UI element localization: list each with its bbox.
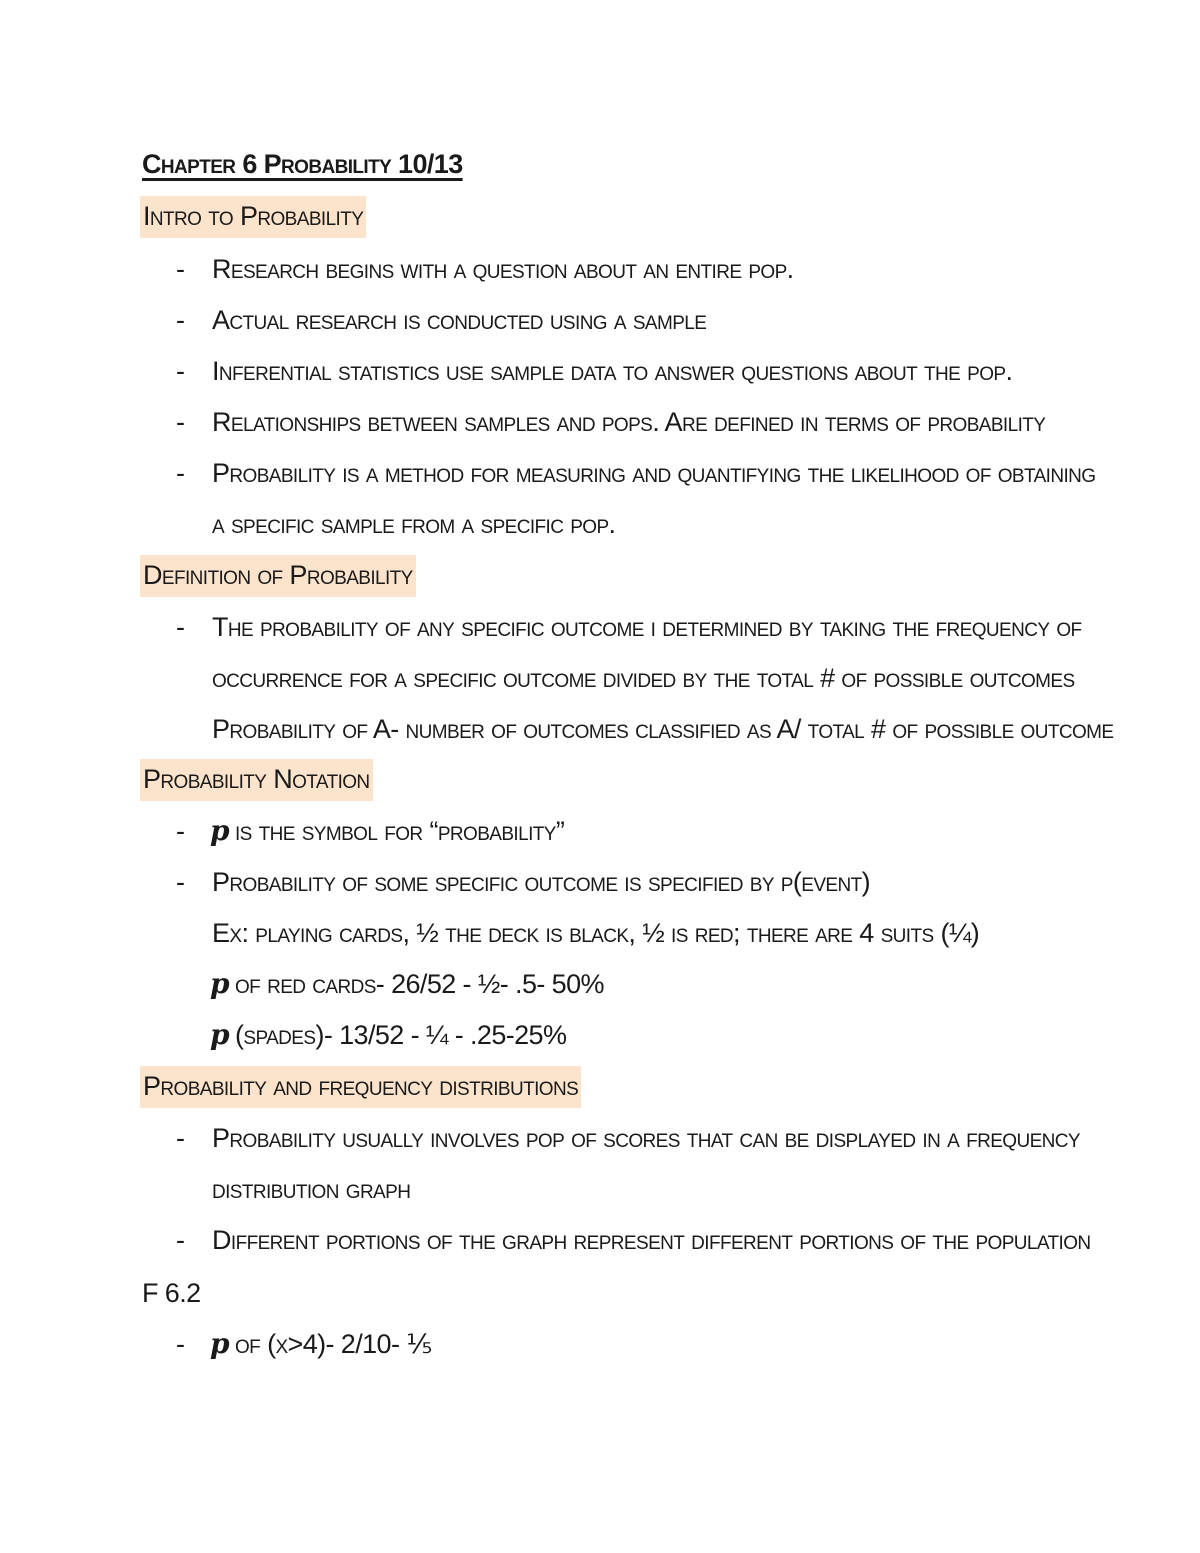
bullet-text: Actual research is conducted using a sample [212, 305, 707, 335]
bullet-text: Inferential statistics use sample data to answer questions about the pop. [212, 356, 1013, 386]
bullet-text-continued: Probability of A- number of outcomes classified as A/ total # of possible outcome [212, 714, 1114, 744]
bullet-text-continued [210, 1017, 566, 1053]
bullet-text: Probability is a method for measuring and quantifying the likelihood of obtaining [212, 458, 1096, 488]
bullet-text-body: (spades)- 13/52 - ¼ - .25-25% [234, 1020, 567, 1050]
bullet-text: The probability of any specific outcome i determined by taking the frequency of [212, 612, 1082, 642]
bullet-text-continued [210, 966, 604, 1002]
bullet-dash: - [176, 407, 185, 437]
section-heading-frequency: Probability and frequency distributions [140, 1066, 581, 1108]
bullet-text [210, 813, 564, 849]
bullet-dash: - [176, 458, 185, 488]
bullet-dash: - [176, 1225, 185, 1255]
section-heading-notation: Probability Notation [140, 759, 373, 801]
bullet-text: Research begins with a question about an entire pop. [212, 254, 794, 284]
bullet-dash: - [176, 612, 185, 642]
bullet-text-body: of (x>4)- 2/10- ⅕ [234, 1329, 432, 1359]
section-heading-intro: Intro to Probability [140, 196, 366, 238]
p-symbol: p [210, 967, 229, 1000]
bullet-dash: - [176, 1123, 185, 1153]
bullet-text-continued: distribution graph [212, 1174, 411, 1204]
bullet-text: Different portions of the graph represent different portions of the population [212, 1225, 1091, 1255]
p-symbol: p [210, 1018, 229, 1051]
bullet-text-body: is the symbol for “probability” [234, 816, 565, 846]
bullet-text: Probability usually involves pop of scores that can be displayed in a frequency [212, 1123, 1080, 1153]
section-heading-definition: Definition of Probability [140, 555, 416, 597]
bullet-text-continued: Ex: playing cards, ½ the deck is black, ½ is red; there are 4 suits (¼) [212, 918, 980, 948]
bullet-text: Probability of some specific outcome is specified by p(event) [212, 867, 871, 897]
bullet-dash: - [176, 867, 185, 897]
page-title: Chapter 6 Probability 10/13 [142, 149, 463, 179]
bullet-dash: - [176, 356, 185, 386]
figure-reference: F 6.2 [142, 1278, 201, 1308]
bullet-text-continued: occurrence for a specific outcome divided by the total # of possible outcomes [212, 663, 1075, 693]
p-symbol: p [210, 814, 229, 847]
bullet-text-body: of red cards- 26/52 - ½- .5- 50% [234, 969, 604, 999]
bullet-dash: - [176, 254, 185, 284]
p-symbol: p [210, 1327, 229, 1360]
bullet-dash: - [176, 305, 185, 335]
bullet-text [210, 1326, 432, 1362]
bullet-text: Relationships between samples and pops. Are defined in terms of probability [212, 407, 1046, 437]
bullet-dash: - [176, 1329, 185, 1359]
bullet-text-continued: a specific sample from a specific pop. [212, 509, 616, 539]
bullet-dash: - [176, 816, 185, 846]
